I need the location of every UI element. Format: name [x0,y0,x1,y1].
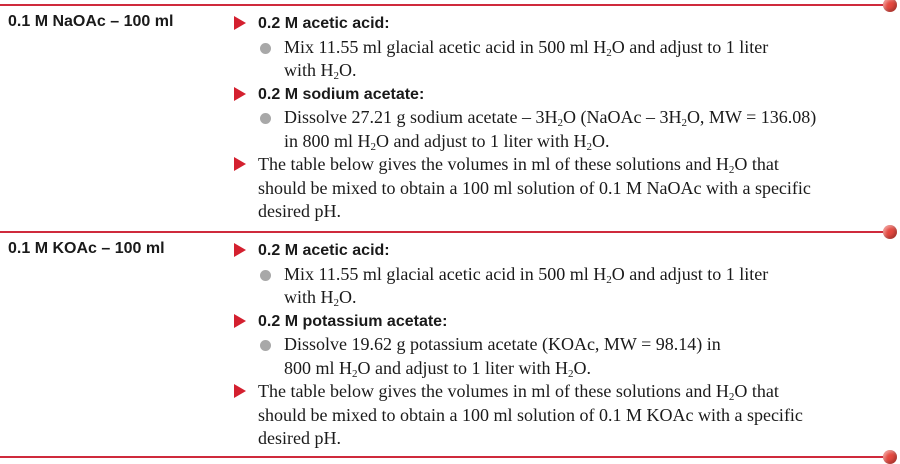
list-item [234,380,884,451]
circle-bullet-icon [260,340,271,351]
arrow-bullet-icon [234,157,246,171]
section-label: 0.1 M KOAc – 100 ml [8,240,165,257]
arrow-bullet-icon [234,243,246,257]
item-title: 0.2 M potassium acetate: [258,312,448,330]
bottom-rule [0,456,886,458]
rule-end-dot-icon [883,450,897,464]
list-item [234,83,884,154]
item-title: 0.2 M acetic acid: [258,242,390,259]
sub-item [258,333,884,380]
sub-item-text: Dissolve 19.62 g potassium acetate (KOAc, MW = 98.14) in 800 ml $H_2O$ and adjust to 1 liter with $H_2O$. [284,334,721,380]
list-item [234,239,884,310]
item-title: 0.2 M sodium acetate: [258,85,425,103]
middle-rule [0,231,886,233]
rule-end-dot-icon [883,225,897,239]
circle-bullet-icon [260,43,271,54]
item-title: 0.2 M acetic acid: [258,15,390,32]
sub-item [258,36,884,83]
sub-item [258,106,884,153]
top-rule [0,4,886,6]
section-label: 0.1 M NaOAc – 100 ml [8,13,174,30]
sub-item-text: Mix 11.55 ml glacial acetic acid in 500 ml $H_2O$ and adjust to 1 liter with $H_2O$. [284,36,769,82]
item-text: The table below gives the volumes in ml of these solutions and $H_2O$ that should be mixed to obtain a 100 ml solution of 0.1 M NaOAc with a specific desired pH. [258,154,811,221]
section-body [234,12,884,224]
arrow-bullet-icon [234,16,246,30]
sub-item-text: Mix 11.55 ml glacial acetic acid in 500 ml $H_2O$ and adjust to 1 liter with $H_2O$. [284,263,769,309]
arrow-bullet-icon [234,314,246,328]
arrow-bullet-icon [234,384,246,398]
rule-end-dot-icon [883,0,897,12]
sub-item-text: Dissolve 27.21 g sodium acetate – $3H_2O$ (NaOAc – $3H_2O$, MW = 136.08) in 800 ml $H_2O$ and adjust to 1 liter with $H_2O$. [284,107,817,153]
circle-bullet-icon [260,113,271,124]
list-item [234,12,884,83]
item-text: The table below gives the volumes in ml of these solutions and $H_2O$ that should be mixed to obtain a 100 ml solution of 0.1 M KOAc with a specific desired pH. [258,381,803,448]
arrow-bullet-icon [234,87,246,101]
list-item [234,153,884,224]
section-body [234,239,884,451]
sub-item [258,263,884,310]
circle-bullet-icon [260,270,271,281]
list-item [234,310,884,381]
